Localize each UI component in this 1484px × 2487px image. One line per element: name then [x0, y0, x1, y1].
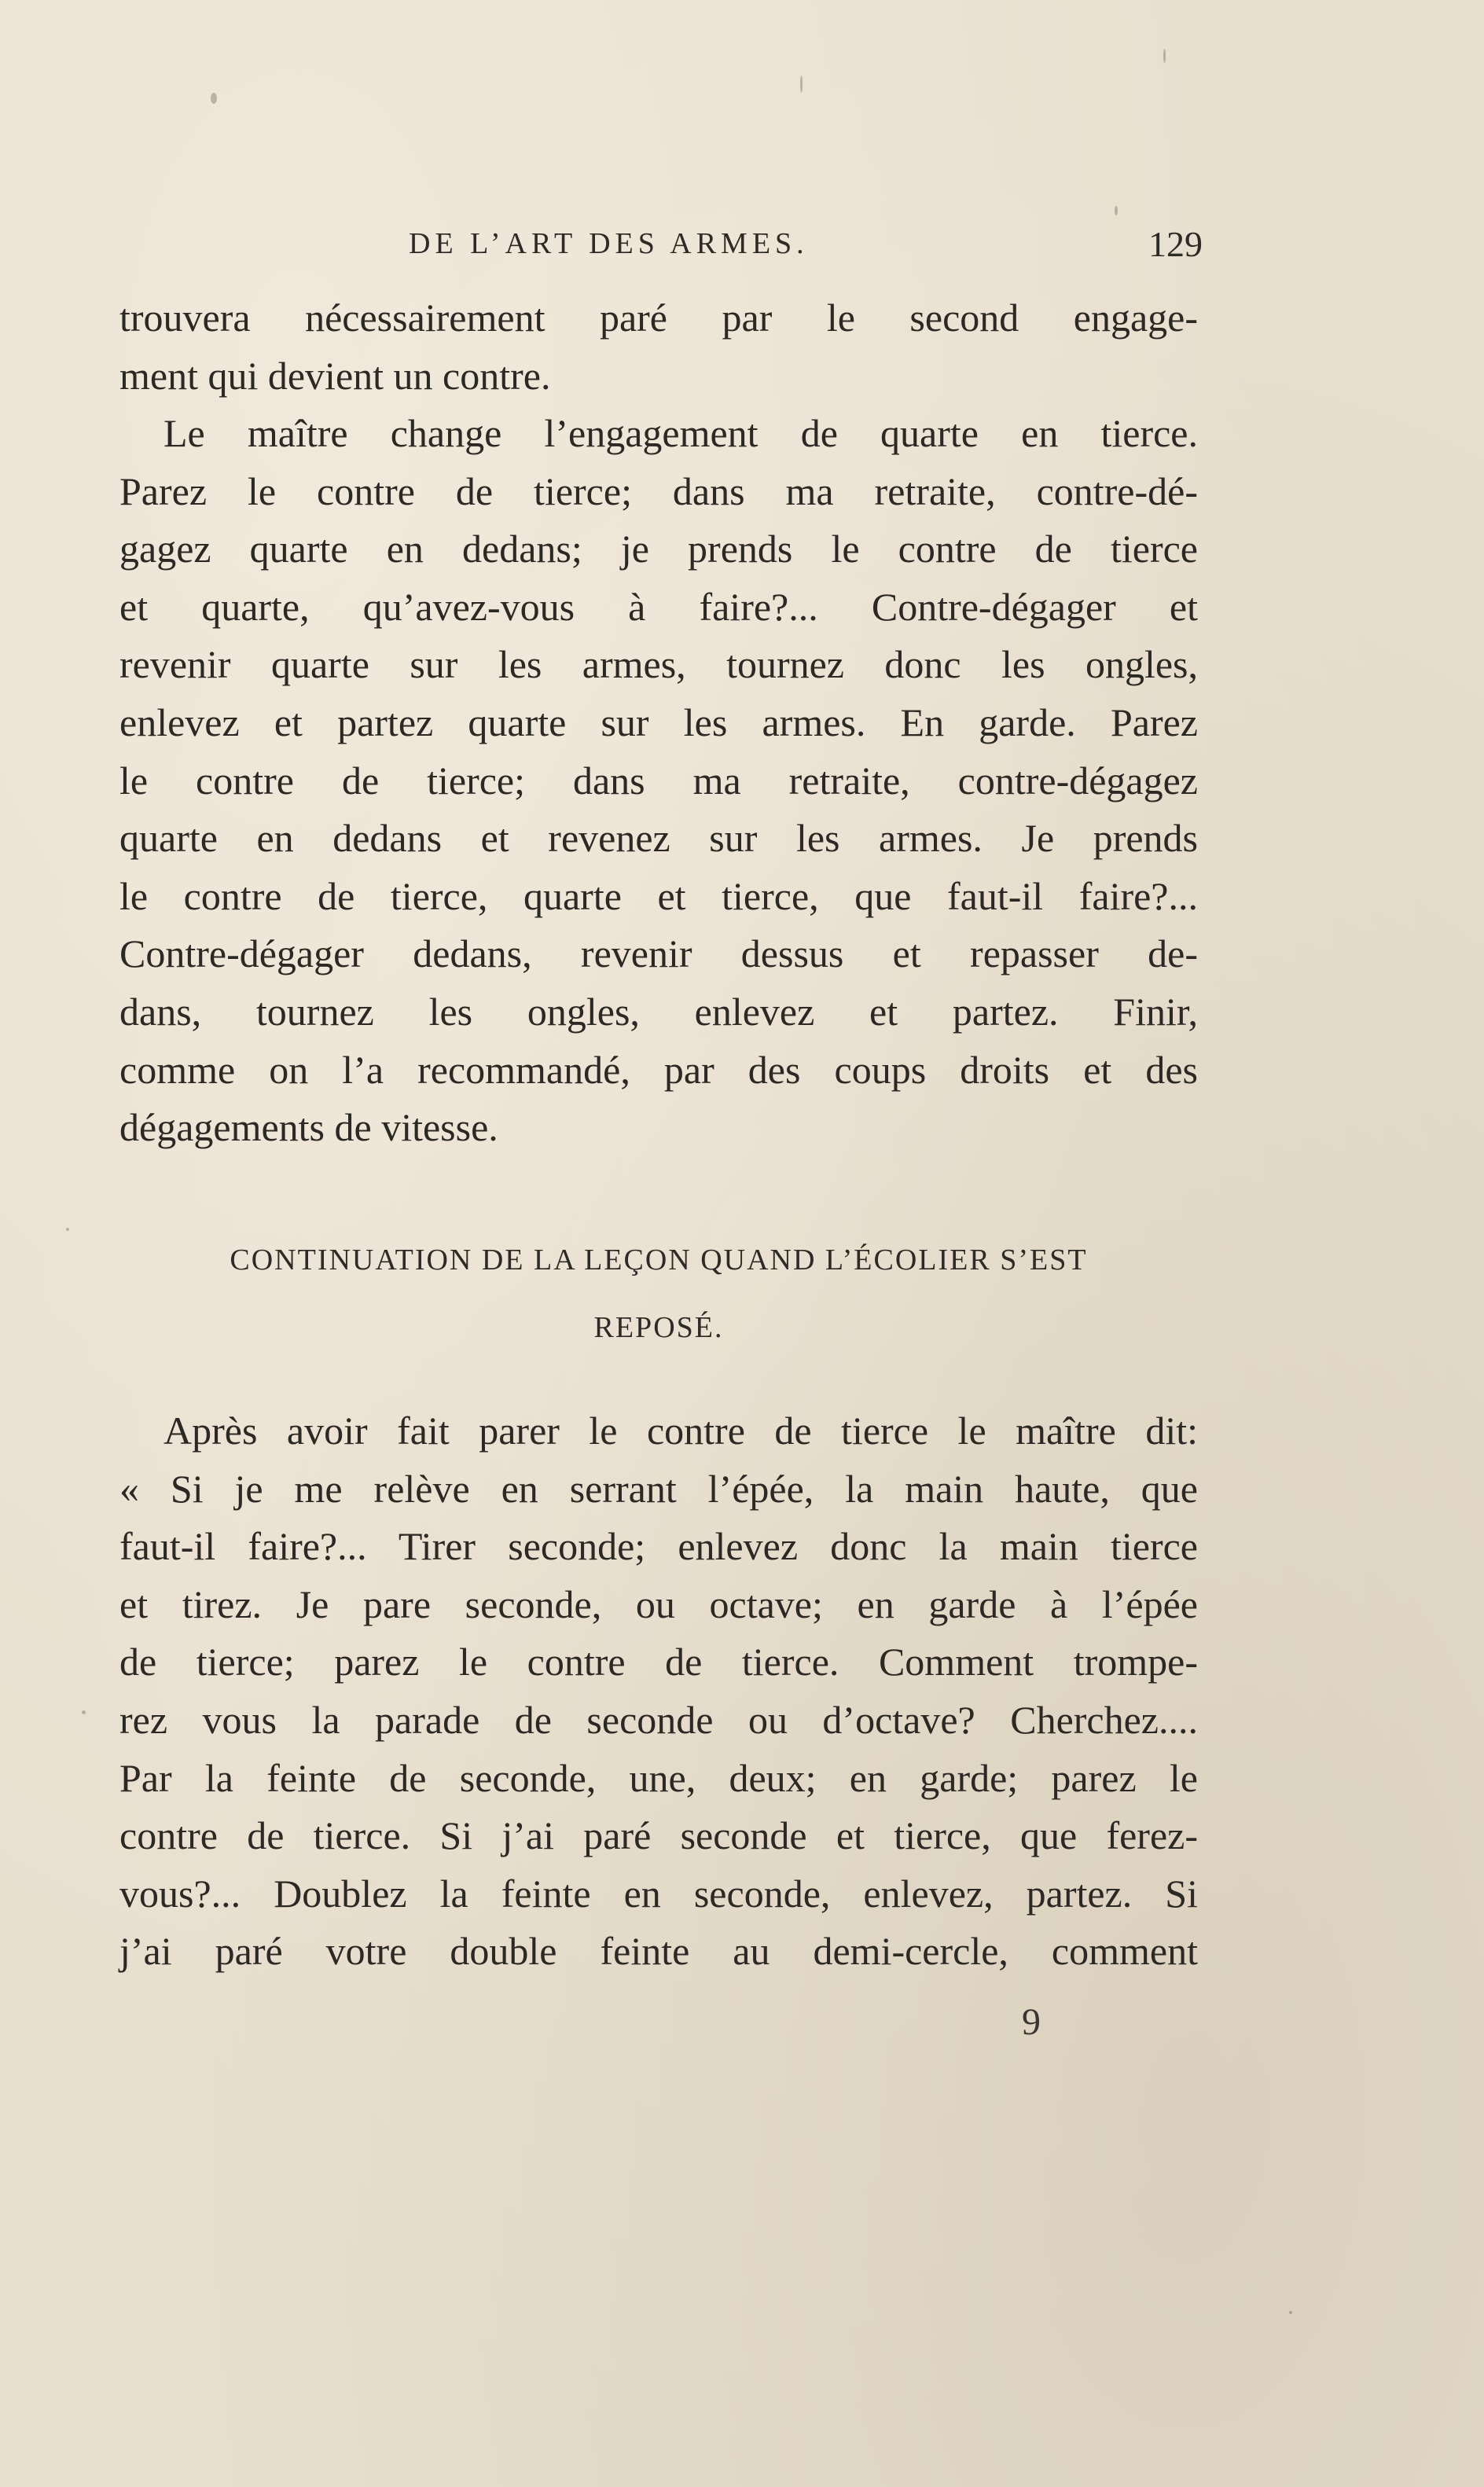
text-line: dans, tournez les ongles, enlevez et partez. Finir, — [119, 989, 1198, 1034]
paper-speck — [82, 1710, 86, 1714]
text-line: rez vous la parade de seconde ou d’octave? Cherchez.... — [119, 1697, 1198, 1742]
paper-speck — [800, 75, 803, 93]
text-line: ment qui devient un contre. — [119, 353, 551, 398]
text-line: trouvera nécessairement paré par le second engage- — [119, 296, 1198, 340]
text-line: Le maître change l’engagement de quarte en tierce. — [163, 411, 1198, 455]
signature-mark: 9 — [1022, 2001, 1041, 2043]
text-line: et quarte, qu’avez-vous à faire?... Contre-dégager et — [119, 584, 1198, 629]
page-number: 129 — [1148, 224, 1203, 264]
running-head — [409, 226, 1203, 274]
text-line: j’ai paré votre double feinte au demi-cercle, comment — [119, 1929, 1198, 1974]
text-line: vous?... Doublez la feinte en seconde, enlevez, partez. Si — [119, 1871, 1198, 1916]
text-line: contre de tierce. Si j’ai paré seconde et tierce, que ferez- — [119, 1813, 1198, 1858]
text-line: « Si je me relève en serrant l’épée, la main haute, que — [119, 1466, 1198, 1511]
text-line: le contre de tierce, quarte et tierce, que faut-il faire?... — [119, 873, 1198, 918]
text-line: Contre-dégager dedans, revenir dessus et repasser de- — [119, 931, 1198, 976]
text-line: et tirez. Je pare seconde, ou octave; en garde à l’épée — [119, 1581, 1198, 1626]
section-heading — [119, 1226, 1198, 1361]
text-line: comme on l’a recommandé, par des coups droits et des — [119, 1047, 1198, 1092]
section-heading-line-2: REPOSÉ. — [593, 1311, 724, 1344]
paper-speck — [66, 1228, 69, 1231]
text-line: revenir quarte sur les armes, tournez donc les ongles, — [119, 642, 1198, 687]
paper-speck — [211, 93, 217, 104]
paper-speck — [1163, 49, 1166, 63]
running-title: DE L’ART DES ARMES. — [409, 227, 809, 260]
paper-speck — [1289, 2311, 1292, 2314]
text-line: enlevez et partez quarte sur les armes. En garde. Parez — [119, 700, 1198, 744]
text-line: Après avoir fait parer le contre de tierce le maître dit: — [163, 1409, 1198, 1453]
text-line: quarte en dedans et revenez sur les armes. Je prends — [119, 816, 1198, 861]
text-line: de tierce; parez le contre de tierce. Comment trompe- — [119, 1640, 1198, 1684]
paragraph-2 — [119, 405, 1198, 1157]
section-heading-line-1: CONTINUATION DE LA LEÇON QUAND L’ÉCOLIER S’EST — [230, 1244, 1088, 1277]
text-line: faut-il faire?... Tirer seconde; enlevez donc la main tierce — [119, 1524, 1198, 1569]
paragraph-3 — [119, 1402, 1198, 1981]
text-line: dégagements de vitesse. — [119, 1105, 498, 1150]
text-line: Par la feinte de seconde, une, deux; en garde; parez le — [119, 1755, 1198, 1800]
paragraph-1 — [119, 289, 1198, 405]
paper-speck — [1115, 206, 1118, 215]
text-line: Parez le contre de tierce; dans ma retraite, contre-dé- — [119, 468, 1198, 513]
text-line: le contre de tierce; dans ma retraite, contre-dégagez — [119, 758, 1198, 803]
text-line: gagez quarte en dedans; je prends le contre de tierce — [119, 527, 1198, 571]
